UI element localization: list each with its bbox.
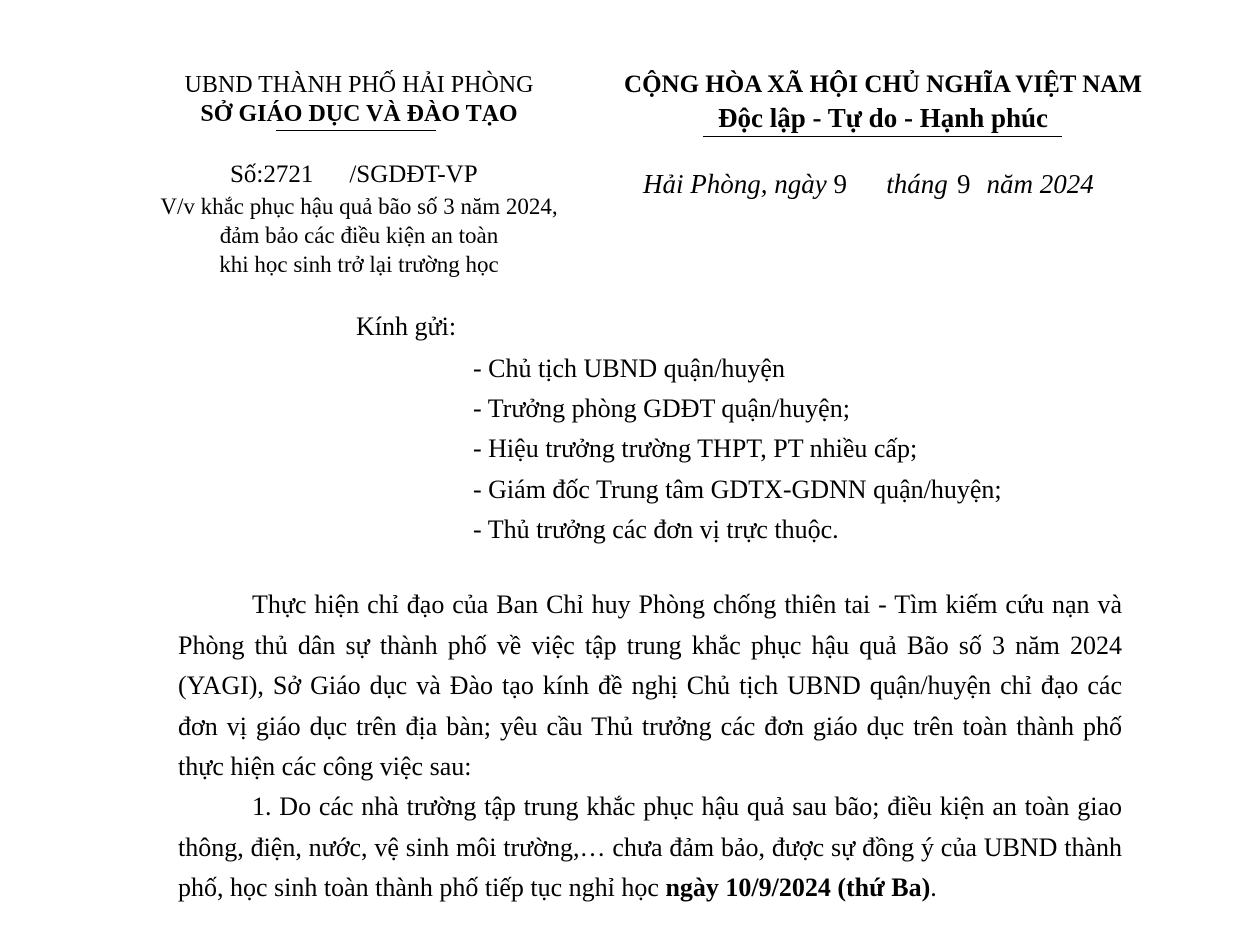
recipient-item: - Hiệu trưởng trường THPT, PT nhiều cấp; [473, 434, 918, 464]
motto-underline [703, 136, 1062, 137]
item-1-date: ngày 10/9/2024 (thứ Ba) [665, 873, 931, 902]
subject-line: V/v khắc phục hậu quả bão số 3 năm 2024, [160, 194, 558, 219]
recipient-list [473, 349, 1002, 550]
recipient-item: - Chủ tịch UBND quận/huyện [473, 354, 785, 383]
salutation: Kính gửi: [356, 312, 457, 341]
date-place: Hải Phòng, ngày [643, 169, 827, 199]
issuing-authority: UBND THÀNH PHỐ HẢI PHÒNG [184, 72, 534, 98]
nation-title: CỘNG HÒA XÃ HỘI CHỦ NGHĨA VIỆT NAM [624, 71, 1142, 98]
recipient-item: - Thủ trưởng các đơn vị trực thuộc. [473, 514, 839, 544]
date-day: 9 [833, 169, 847, 199]
date-month: 9 [957, 169, 971, 199]
issue-date [643, 167, 1094, 201]
date-month-label: tháng [886, 169, 948, 199]
number-prefix: Số: [230, 161, 264, 188]
subject-line: khi học sinh trở lại trường học [219, 252, 499, 277]
item-1-text: 1. Do các nhà trường tập trung khắc phục hậu quả sau bão; điều kiện an toàn giao thông, điện, nước, vệ sinh môi trường,… chưa đảm bảo, được sự đồng ý của UBND thành phố, học sinh toàn thành phố tiếp tục nghỉ học [178, 792, 1122, 902]
subject-line: đảm bảo các điều kiện an toàn [219, 223, 499, 248]
department-underline [276, 130, 436, 131]
recipient-item: - Giám đốc Trung tâm GDTX-GDNN quận/huyện; [473, 474, 1002, 504]
date-year: năm 2024 [986, 169, 1094, 199]
number-suffix: /SGDĐT-VP [349, 161, 478, 188]
number-value: 2721 [263, 161, 314, 188]
recipient-item: - Trưởng phòng GDĐT quận/huyện; [473, 394, 850, 424]
national-motto: Độc lập - Tự do - Hạnh phúc [717, 103, 1049, 133]
item-1-end: . [930, 873, 937, 902]
item-1-paragraph [178, 787, 1122, 909]
intro-paragraph: Thực hiện chỉ đạo của Ban Chỉ huy Phòng chống thiên tai - Tìm kiếm cứu nạn và Phòng thủ dân sự thành phố về việc tập trung khắc phục hậu quả Bão số 3 năm 2024 (YAGI), Sở Giáo dục và Đào tạo kính đề nghị Chủ tịch UBND quận/huyện chỉ đạo các đơn vị giáo dục trên địa bàn; yêu cầu Thủ trưởng các đơn giáo dục trên toàn thành phố thực hiện các công việc sau: [178, 590, 1122, 781]
subject-block [109, 192, 609, 279]
document-number [230, 160, 478, 190]
issuing-department: SỞ GIÁO DỤC VÀ ĐÀO TẠO [200, 101, 518, 127]
